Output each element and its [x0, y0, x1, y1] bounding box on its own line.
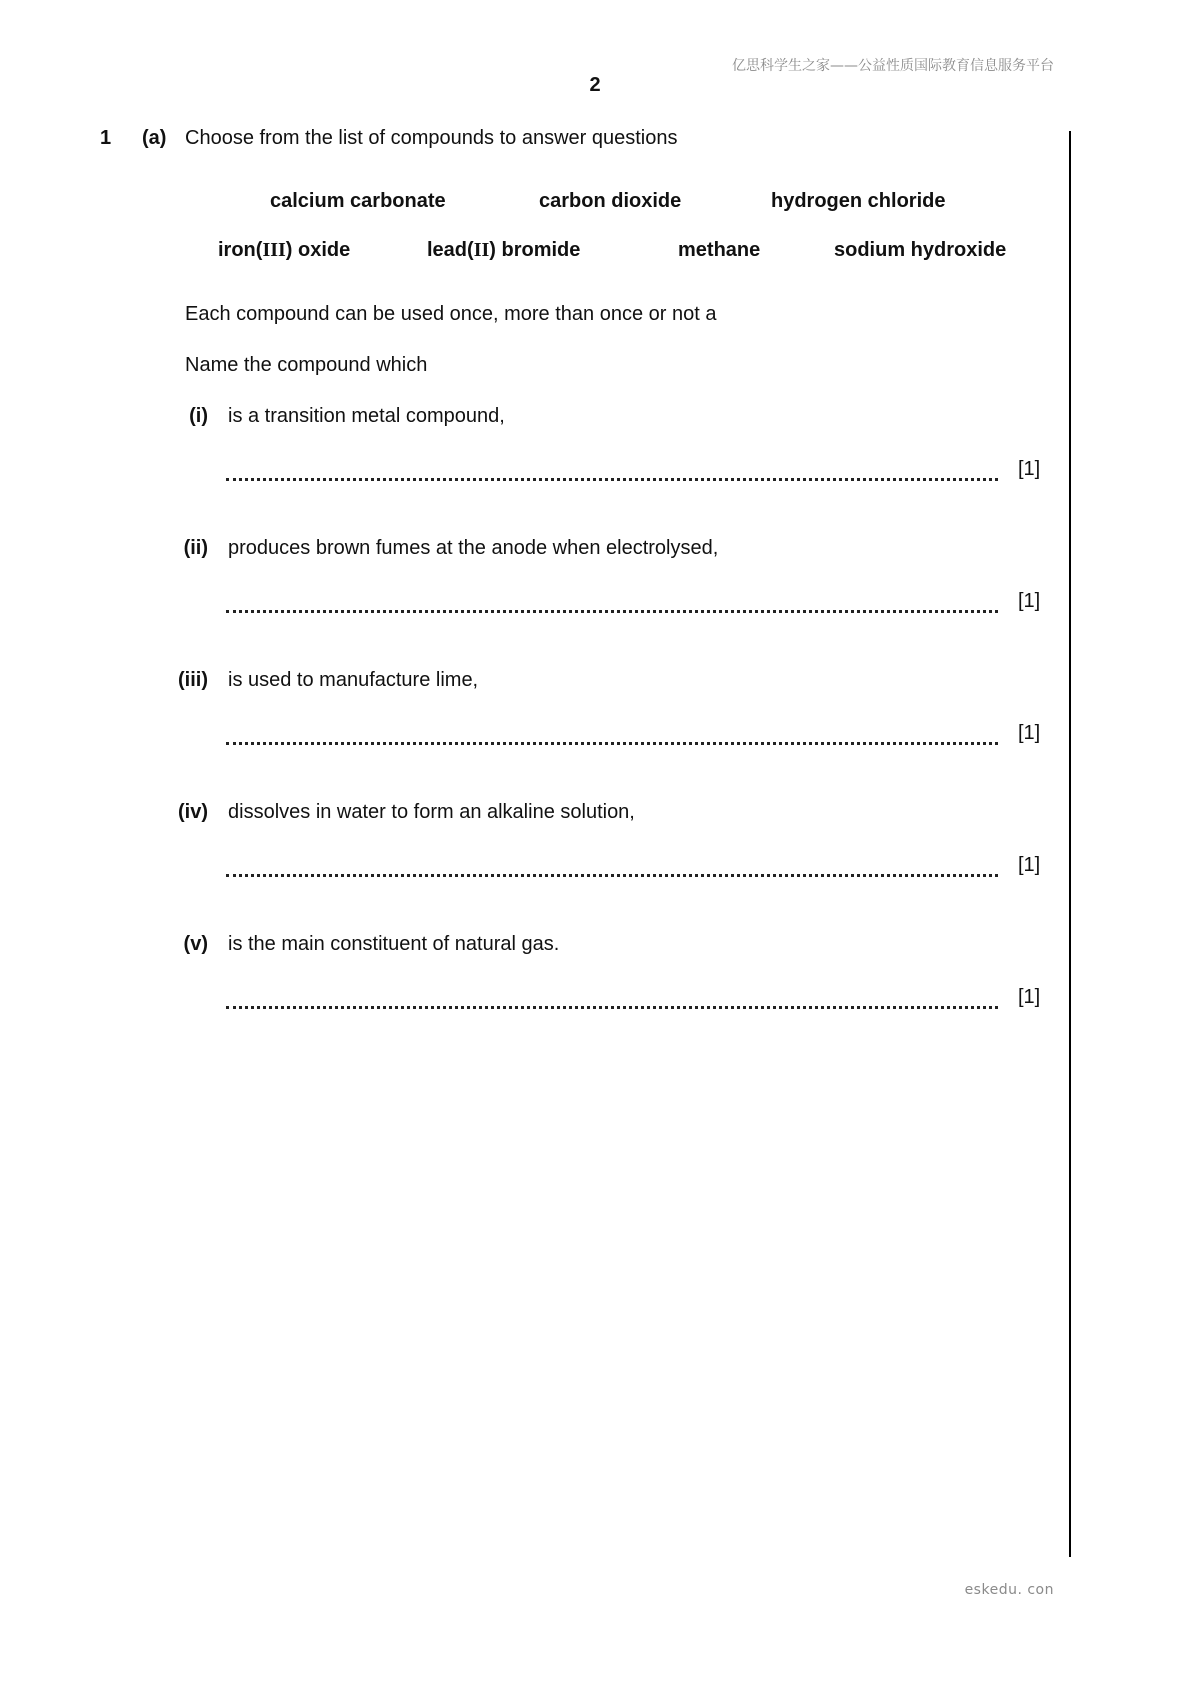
marks-v: [1] — [1018, 986, 1041, 1008]
answer-line-iii[interactable] — [226, 742, 998, 745]
compound-sodium-hydroxide: sodium hydroxide — [834, 239, 1007, 261]
footer-site: eskedu. con — [964, 1582, 1054, 1598]
page-number: 2 — [589, 74, 601, 96]
subpart-text-v: is the main constituent of natural gas. — [228, 933, 560, 955]
subpart-text-iv: dissolves in water to form an alkaline solution, — [228, 801, 635, 823]
subpart-label-ii: (ii) — [183, 537, 208, 559]
compound-lead-ii-bromide: lead(II) bromide — [427, 239, 581, 261]
marks-i: [1] — [1018, 458, 1041, 480]
question-number: 1 — [100, 127, 112, 149]
compound-hydrogen-chloride: hydrogen chloride — [771, 190, 946, 212]
compound-methane: methane — [678, 239, 761, 261]
marks-iii: [1] — [1018, 722, 1041, 744]
question-intro: Choose from the list of compounds to answer questions — [185, 127, 678, 149]
subpart-label-i: (i) — [189, 405, 208, 427]
header-watermark: 亿思科学生之家——公益性质国际教育信息服务平台 — [732, 58, 1054, 74]
subpart-text-ii: produces brown fumes at the anode when electrolysed, — [228, 537, 719, 559]
compound-iron-iii-oxide: iron(III) oxide — [218, 239, 351, 261]
answer-line-ii[interactable] — [226, 610, 998, 613]
answer-line-iv[interactable] — [226, 874, 998, 877]
margin-rule — [1069, 131, 1071, 1557]
instruction-text: Each compound can be used once, more than once or not a — [185, 303, 717, 325]
answer-line-v[interactable] — [226, 1006, 998, 1009]
subpart-label-iv: (iv) — [178, 801, 208, 823]
subpart-text-iii: is used to manufacture lime, — [228, 669, 479, 691]
marks-ii: [1] — [1018, 590, 1041, 612]
subpart-text-i: is a transition metal compound, — [228, 405, 505, 427]
prompt-text: Name the compound which — [185, 354, 428, 376]
part-label: (a) — [142, 127, 167, 149]
compound-calcium-carbonate: calcium carbonate — [270, 190, 446, 212]
answer-line-i[interactable] — [226, 478, 998, 481]
subpart-label-iii: (iii) — [178, 669, 208, 691]
subpart-label-v: (v) — [183, 933, 208, 955]
marks-iv: [1] — [1018, 854, 1041, 876]
compound-carbon-dioxide: carbon dioxide — [539, 190, 682, 212]
